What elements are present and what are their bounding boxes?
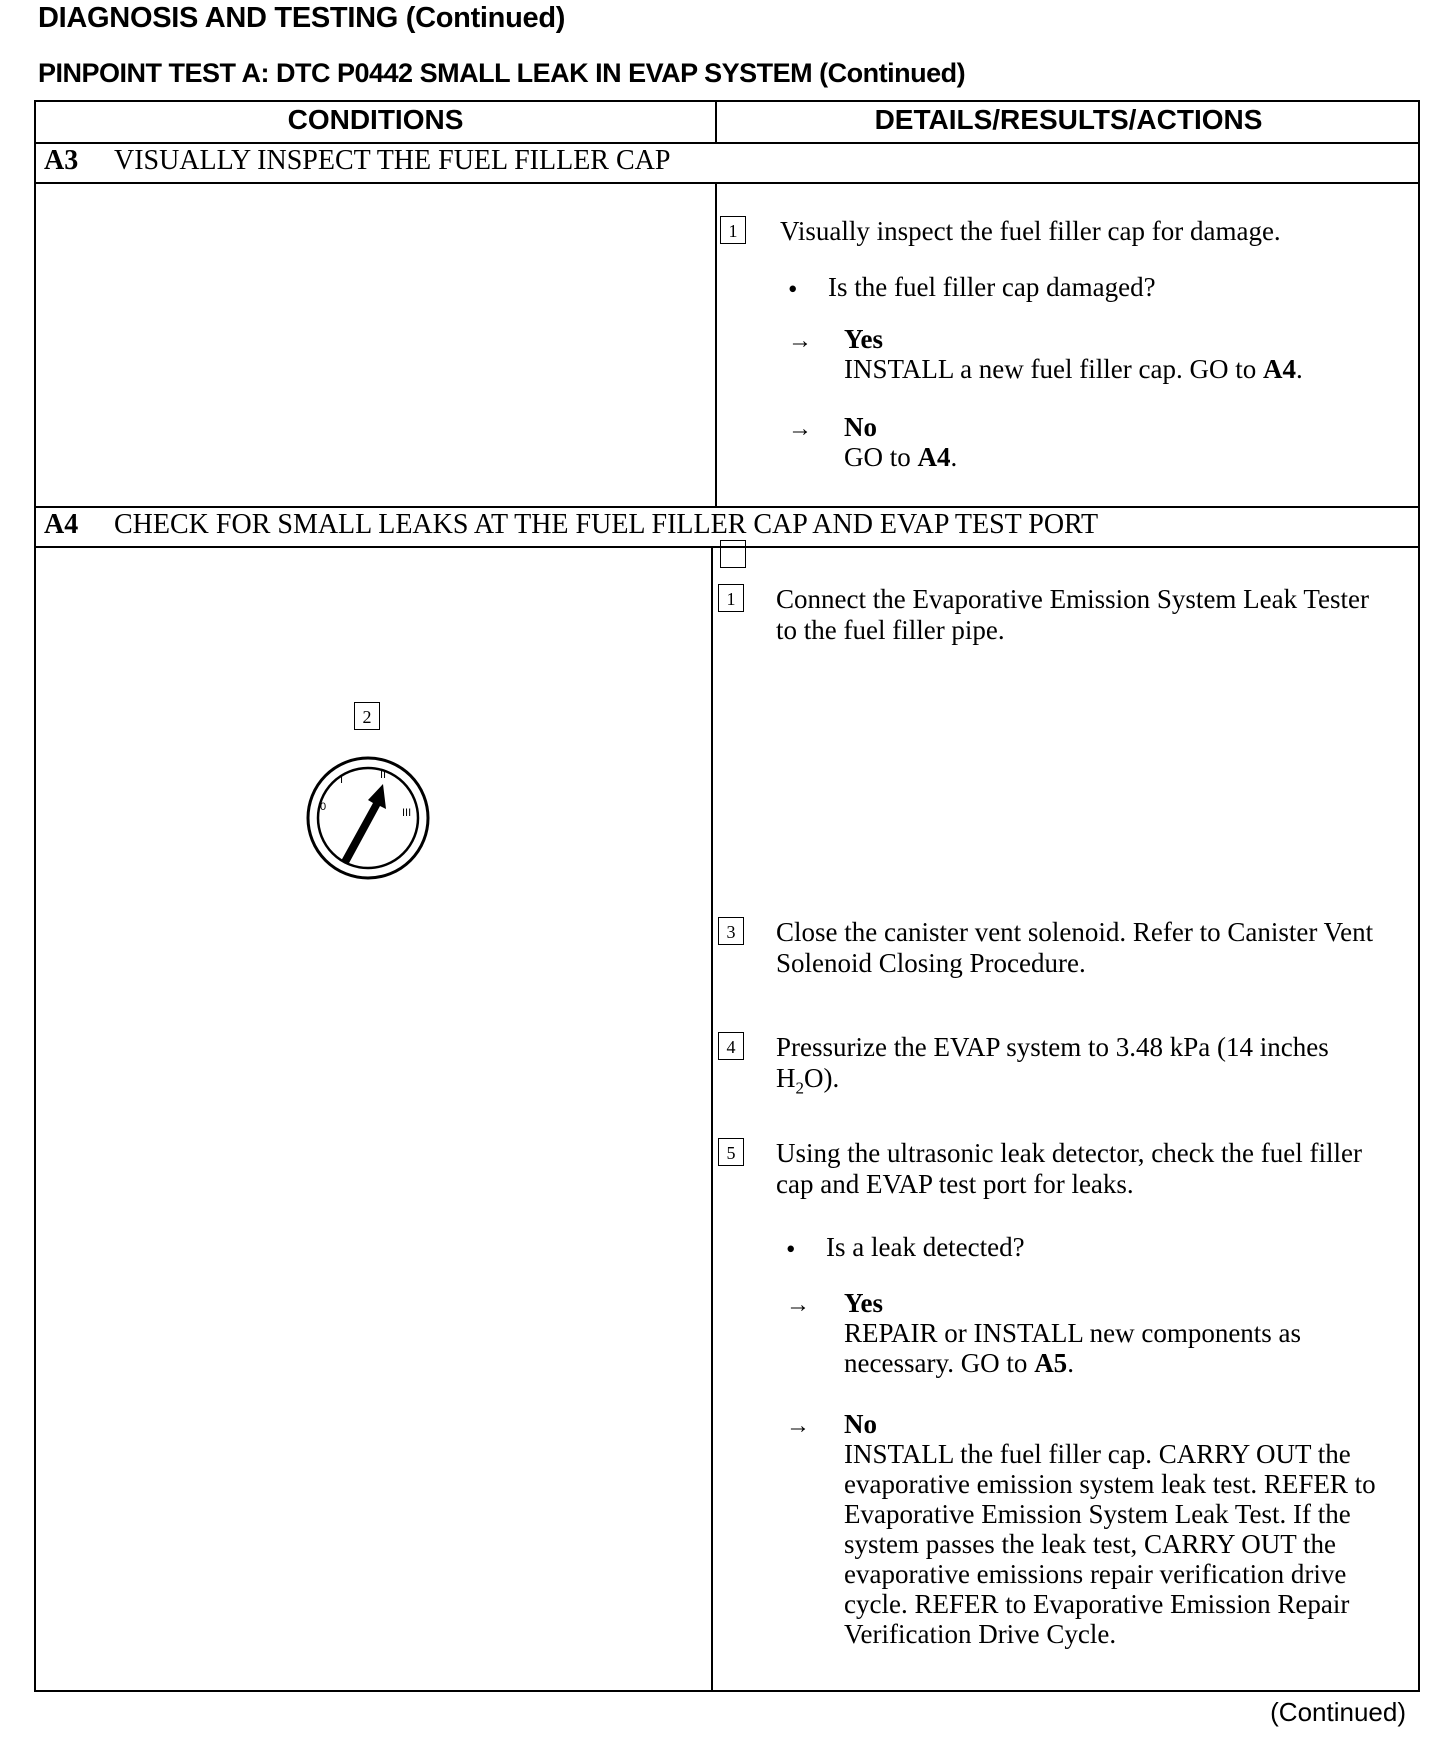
ignition-position-2: II [380, 769, 387, 781]
arrow-right-icon: → [786, 1292, 810, 1318]
step-header-a4 [44, 509, 1098, 541]
ignition-switch-icon [298, 748, 438, 888]
response-yes-label: Yes [844, 324, 883, 354]
step-number-box: 1 [718, 584, 744, 612]
response-yes-label: Yes [844, 1288, 883, 1318]
column-header-details: DETAILS/RESULTS/ACTIONS [874, 104, 1263, 135]
column-divider [711, 546, 713, 1692]
test-question: Is a leak detected? [826, 1232, 1025, 1262]
continued-note: (Continued) [1270, 1697, 1406, 1727]
arrow-right-icon: → [786, 1413, 810, 1439]
step-instruction: Close the canister vent solenoid. Refer to Canister Vent Solenoid Closing Procedure. [776, 917, 1374, 978]
figure-step-number-box: 2 [354, 702, 380, 730]
ignition-position-3: III [402, 807, 412, 819]
step-instruction: Pressurize the EVAP system to 3.48 kPa (14 inches $H_2O$). [776, 1032, 1329, 1098]
step-instruction: Connect the Evaporative Emission System Leak Tester to the fuel filler pipe. [776, 584, 1369, 645]
step-number-box [720, 540, 746, 568]
arrow-right-icon: → [788, 328, 812, 354]
step-instruction: Using the ultrasonic leak detector, check the fuel filler cap and EVAP test port for leaks. [776, 1138, 1362, 1199]
step-instruction: Visually inspect the fuel filler cap for damage. [780, 216, 1281, 246]
response-yes-text: INSTALL a new fuel filler cap. GO to A4. [844, 354, 1303, 384]
table-divider [36, 506, 1418, 508]
ignition-position-1: I [340, 774, 344, 786]
bullet-icon: • [786, 1234, 796, 1264]
test-question: Is the fuel filler cap damaged? [828, 272, 1156, 302]
response-no-text: GO to A4. [844, 442, 958, 472]
page-title: DIAGNOSIS AND TESTING (Continued) [38, 2, 566, 34]
response-no-label: No [844, 1409, 877, 1439]
response-yes-text: REPAIR or INSTALL new components as necessary. GO to A5. [844, 1318, 1302, 1378]
step-title: VISUALLY INSPECT THE FUEL FILLER CAP [114, 145, 671, 176]
response-no-text: INSTALL the fuel filler cap. CARRY OUT the evaporative emission system leak test. REFER to Evaporative Emission System Leak Test. If the system passes the leak test, CARRY OUT the evaporative emissions repair verification drive cycle. REFER to Evaporative Emission Repair Verification Drive Cycle. [844, 1439, 1376, 1649]
table-divider [36, 182, 1418, 184]
step-number-box: 1 [720, 216, 746, 244]
step-header-a3 [44, 145, 670, 177]
column-divider [715, 182, 717, 506]
step-number-box: 5 [718, 1138, 744, 1166]
ignition-position-0: 0 [320, 801, 327, 813]
response-no-label: No [844, 412, 877, 442]
step-id: A4 [44, 509, 79, 540]
step-title: CHECK FOR SMALL LEAKS AT THE FUEL FILLER CAP AND EVAP TEST PORT [114, 509, 1099, 540]
bullet-icon: • [788, 274, 798, 304]
column-header-conditions: CONDITIONS [287, 104, 464, 135]
table-divider [36, 142, 1418, 144]
step-id: A3 [44, 145, 79, 176]
page-subtitle: PINPOINT TEST A: DTC P0442 SMALL LEAK IN EVAP SYSTEM (Continued) [38, 58, 966, 88]
arrow-right-icon: → [788, 416, 812, 442]
step-number-box: 4 [718, 1032, 744, 1060]
step-number-box: 3 [718, 917, 744, 945]
